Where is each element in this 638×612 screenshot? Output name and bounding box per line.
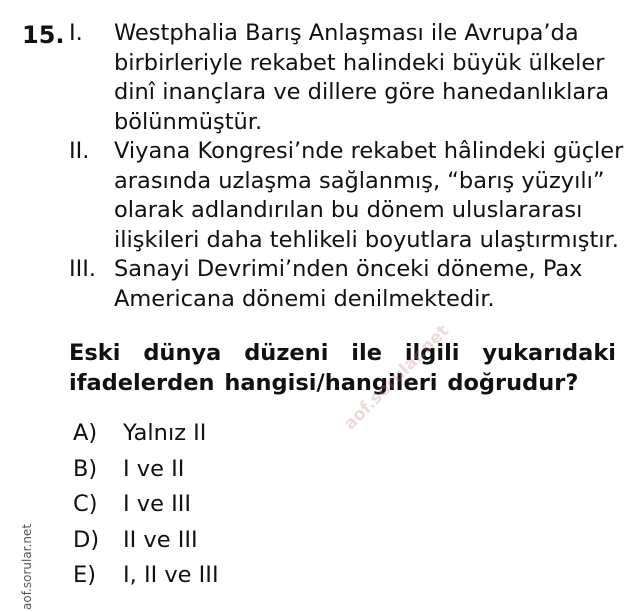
option-e[interactable] [73, 558, 219, 594]
statement-iii [69, 255, 629, 314]
question-number: 15. [22, 21, 65, 49]
option-c[interactable] [73, 487, 219, 523]
option-text: I ve II [123, 455, 185, 482]
question-prompt: Eski dünya düzeni ile ilgili yukarıdaki ifadelerden hangisi/hangileri doğrudur? [69, 340, 616, 396]
statement-text: Viyana Kongresi’nde rekabet hâlindeki güçler arasında uzlaşma sağlanmış, “barış yüzyılı” olarak adlandırılan bu dönem uluslararası ilişkileri daha tehlikeli boyutlara ulaştırmıştır. [114, 138, 624, 253]
statement-numeral: I. [69, 20, 83, 46]
option-letter: D) [73, 526, 100, 553]
option-d[interactable] [73, 523, 219, 559]
statement-i [69, 19, 629, 137]
statement-ii [69, 137, 629, 255]
option-a[interactable] [73, 416, 219, 452]
statement-text: Sanayi Devrimi’nden önceki döneme, Pax Americana dönemi denilmektedir. [114, 256, 583, 312]
watermark-center: aof.sorular.net [340, 321, 454, 435]
option-b[interactable] [73, 452, 219, 488]
statement-text: Westphalia Barış Anlaşması ile Avrupa’da birbirleriyle rekabet halindeki büyük ülkeler dinî inançlara ve dillere göre hanedanlıklara bölünmüştür. [114, 20, 610, 135]
statement-numeral: II. [69, 138, 90, 164]
option-letter: C) [73, 491, 98, 517]
option-text: I, II ve III [123, 562, 219, 588]
option-text: I ve III [123, 491, 192, 517]
option-letter: B) [73, 455, 98, 482]
watermark-side: aof.sorular.net [20, 523, 34, 610]
statement-numeral: III. [69, 256, 97, 282]
option-letter: A) [73, 420, 98, 446]
option-text: Yalnız II [123, 420, 207, 446]
option-text: II ve III [123, 526, 198, 553]
option-letter: E) [73, 562, 96, 588]
answer-options [73, 416, 219, 594]
